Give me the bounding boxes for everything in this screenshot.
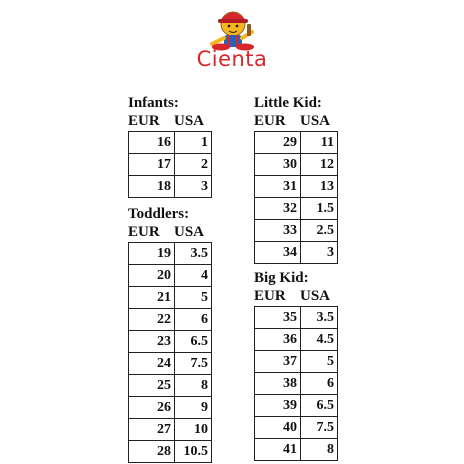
usa-size-cell: 5 (175, 287, 212, 309)
usa-size-cell: 10.5 (175, 441, 212, 463)
column-headers (128, 112, 212, 131)
eur-size-cell: 20 (129, 265, 175, 287)
eur-size-cell: 38 (255, 373, 301, 395)
eur-size-cell: 39 (255, 395, 301, 417)
eur-size-cell: 29 (255, 132, 301, 154)
usa-size-cell: 1.5 (301, 198, 338, 220)
column-headers (254, 287, 338, 306)
eur-header: EUR (254, 288, 286, 304)
size-table (254, 131, 338, 264)
table-row (129, 154, 212, 176)
usa-size-cell: 7.5 (301, 417, 338, 439)
table-row (255, 242, 338, 264)
size-table (128, 242, 212, 463)
section-title: Big Kid: (254, 270, 309, 286)
table-row (129, 132, 212, 154)
usa-size-cell: 9 (175, 397, 212, 419)
table-row (129, 441, 212, 463)
table-row (129, 287, 212, 309)
table-row (255, 439, 338, 461)
table-row (129, 176, 212, 198)
table-row (255, 132, 338, 154)
usa-size-cell: 8 (301, 439, 338, 461)
table-row (255, 176, 338, 198)
brand-name: Cienta (196, 47, 268, 71)
eur-size-cell: 31 (255, 176, 301, 198)
eur-size-cell: 26 (129, 397, 175, 419)
eur-size-cell: 22 (129, 309, 175, 331)
table-row (129, 397, 212, 419)
eur-header: EUR (254, 113, 286, 129)
little-kid-section (254, 94, 338, 264)
table-row (255, 417, 338, 439)
usa-size-cell: 4 (175, 265, 212, 287)
usa-size-cell: 6 (301, 373, 338, 395)
table-row (129, 375, 212, 397)
eur-size-cell: 25 (129, 375, 175, 397)
usa-size-cell: 13 (301, 176, 338, 198)
usa-size-cell: 10 (175, 419, 212, 441)
eur-size-cell: 33 (255, 220, 301, 242)
size-table (254, 306, 338, 461)
table-row (255, 373, 338, 395)
table-row (129, 309, 212, 331)
eur-size-cell: 27 (129, 419, 175, 441)
eur-size-cell: 35 (255, 307, 301, 329)
big-kid-section (254, 269, 338, 461)
table-row (255, 395, 338, 417)
section-title: Infants: (128, 95, 179, 111)
table-row (129, 243, 212, 265)
eur-size-cell: 19 (129, 243, 175, 265)
usa-size-cell: 2.5 (301, 220, 338, 242)
eur-size-cell: 28 (129, 441, 175, 463)
table-row (255, 329, 338, 351)
table-row (255, 198, 338, 220)
column-headers (128, 223, 212, 242)
usa-header: USA (174, 113, 205, 129)
section-title: Little Kid: (254, 95, 322, 111)
eur-size-cell: 41 (255, 439, 301, 461)
eur-size-cell: 17 (129, 154, 175, 176)
table-row (255, 154, 338, 176)
usa-size-cell: 8 (175, 375, 212, 397)
eur-header: EUR (128, 224, 160, 240)
toddlers-section (128, 205, 212, 463)
eur-size-cell: 34 (255, 242, 301, 264)
eur-size-cell: 40 (255, 417, 301, 439)
section-title: Toddlers: (128, 206, 190, 222)
size-table (128, 131, 212, 198)
table-row (255, 220, 338, 242)
table-row (255, 307, 338, 329)
usa-size-cell: 6.5 (301, 395, 338, 417)
usa-size-cell: 12 (301, 154, 338, 176)
table-row (129, 265, 212, 287)
eur-header: EUR (128, 113, 160, 129)
usa-size-cell: 5 (301, 351, 338, 373)
usa-size-cell: 11 (301, 132, 338, 154)
eur-size-cell: 18 (129, 176, 175, 198)
eur-size-cell: 21 (129, 287, 175, 309)
usa-size-cell: 3.5 (175, 243, 212, 265)
usa-header: USA (300, 288, 331, 304)
table-row (255, 351, 338, 373)
eur-size-cell: 16 (129, 132, 175, 154)
usa-size-cell: 4.5 (301, 329, 338, 351)
usa-size-cell: 2 (175, 154, 212, 176)
table-row (129, 419, 212, 441)
usa-size-cell: 3.5 (301, 307, 338, 329)
table-row (129, 353, 212, 375)
column-headers (254, 112, 338, 131)
eur-size-cell: 30 (255, 154, 301, 176)
table-row (129, 331, 212, 353)
usa-header: USA (174, 224, 205, 240)
usa-size-cell: 3 (301, 242, 338, 264)
eur-size-cell: 32 (255, 198, 301, 220)
infants-section (128, 94, 212, 198)
eur-size-cell: 23 (129, 331, 175, 353)
eur-size-cell: 24 (129, 353, 175, 375)
usa-size-cell: 6.5 (175, 331, 212, 353)
usa-header: USA (300, 113, 331, 129)
eur-size-cell: 37 (255, 351, 301, 373)
usa-size-cell: 3 (175, 176, 212, 198)
usa-size-cell: 6 (175, 309, 212, 331)
usa-size-cell: 1 (175, 132, 212, 154)
usa-size-cell: 7.5 (175, 353, 212, 375)
eur-size-cell: 36 (255, 329, 301, 351)
